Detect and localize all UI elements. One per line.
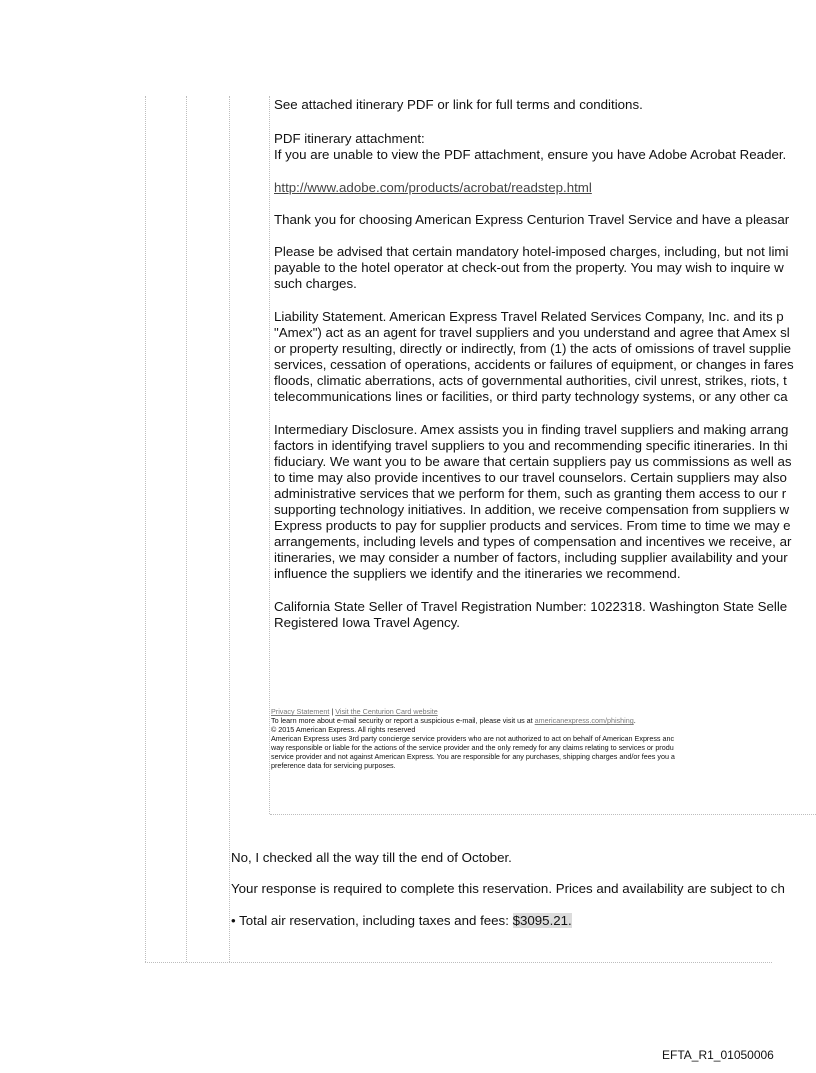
- thread-border-outer: [145, 96, 146, 962]
- liability-line: or property resulting, directly or indirectly, from (1) the acts of omissions of travel supplie: [274, 341, 792, 356]
- footer-concierge-line: way responsible or liable for the actions of the service provider and the only remedy for any claims relating to services or produ: [271, 743, 674, 752]
- total-air-reservation: [231, 913, 572, 929]
- intermediary-line: to time may also provide incentives to our travel counselors. Certain suppliers may also: [274, 470, 787, 485]
- privacy-statement-link[interactable]: Privacy Statement: [271, 707, 330, 716]
- adobe-link-line: [274, 180, 592, 196]
- quote-bottom-border: [270, 814, 816, 815]
- hotel-charges-line: such charges.: [274, 276, 357, 291]
- thread-bottom-border: [145, 962, 772, 963]
- footer-security-text: To learn more about e-mail security or report a suspicious e-mail, please visit us at: [271, 716, 535, 725]
- pdf-attachment-heading: PDF itinerary attachment:: [274, 131, 425, 146]
- thank-you-text: Thank you for choosing American Express Centurion Travel Service and have a pleasar: [274, 212, 790, 227]
- adobe-reader-link[interactable]: http://www.adobe.com/products/acrobat/readstep.html: [274, 180, 592, 195]
- footer-concierge-line: American Express uses 3rd party concierge service providers who are not authorized to act on behalf of American Express anc: [271, 734, 675, 743]
- liability-line: "Amex") act as an agent for travel suppliers and you understand and agree that Amex sl: [274, 325, 790, 340]
- hotel-charges-line: Please be advised that certain mandatory hotel-imposed charges, including, but not limi: [274, 244, 789, 259]
- intermediary-line: Intermediary Disclosure. Amex assists you in finding travel suppliers and making arrang: [274, 422, 789, 437]
- thread-border-inner-2: [229, 96, 230, 962]
- liability-line: Liability Statement. American Express Travel Related Services Company, Inc. and its p: [274, 309, 784, 324]
- reply-checked-text: No, I checked all the way till the end of October.: [231, 850, 512, 865]
- intermediary-line: Express products to pay for supplier products and services. From time to time we may e: [274, 518, 791, 533]
- liability-line: telecommunications lines or facilities, or third party technology systems, or any other ca: [274, 389, 788, 404]
- intermediary-line: itineraries, we may consider a number of factors, including supplier availability and your: [274, 550, 788, 565]
- reply-response-required: Your response is required to complete this reservation. Prices and availability are subject to ch: [231, 881, 785, 896]
- intermediary-line: fiduciary. We want you to be aware that certain suppliers pay us commissions as well as: [274, 454, 792, 469]
- intermediary-line: arrangements, including levels and types of compensation and incentives we receive, ar: [274, 534, 792, 549]
- liability-line: floods, climatic aberrations, acts of governmental authorities, civil unrest, strikes, riots, t: [274, 373, 787, 388]
- footer-period: .: [633, 716, 636, 725]
- centurion-website-link[interactable]: Visit the Centurion Card website: [335, 707, 438, 716]
- thread-border-inner-1: [186, 96, 187, 962]
- intermediary-line: factors in identifying travel suppliers to you and recommending specific itineraries. In thi: [274, 438, 788, 453]
- california-line: California State Seller of Travel Registration Number: 1022318. Washington State Selle: [274, 599, 788, 614]
- footer-separator: |: [329, 707, 336, 716]
- quote-border: [269, 96, 270, 814]
- footer-concierge-line: service provider and not against American Express. You are responsible for any purchases, shipping charges and/or fees you a: [271, 752, 675, 761]
- intermediary-line: influence the suppliers we identify and the itineraries we recommend.: [274, 566, 681, 581]
- footer-copyright: © 2015 American Express. All rights reserved: [271, 725, 416, 734]
- california-line: Registered Iowa Travel Agency.: [274, 615, 461, 630]
- see-attached-text: See attached itinerary PDF or link for full terms and conditions.: [274, 97, 643, 112]
- pdf-attachment-note: If you are unable to view the PDF attachment, ensure you have Adobe Acrobat Reader.: [274, 147, 787, 162]
- liability-line: services, cessation of operations, accidents or failures of equipment, or changes in fares: [274, 357, 794, 372]
- footer-concierge-line: preference data for servicing purposes.: [271, 761, 396, 770]
- document-id: EFTA_R1_01050006: [662, 1048, 774, 1062]
- total-label: Total air reservation, including taxes and fees:: [235, 913, 513, 928]
- bullet: •: [231, 913, 236, 928]
- hotel-charges-line: payable to the hotel operator at check-out from the property. You may wish to inquire w: [274, 260, 784, 275]
- phishing-link[interactable]: americanexpress.com/phishing: [534, 716, 634, 725]
- intermediary-line: administrative services that we perform for them, such as granting them access to our r: [274, 486, 787, 501]
- intermediary-line: supporting technology initiatives. In addition, we receive compensation from suppliers w: [274, 502, 790, 517]
- total-amount: $3095.21.: [512, 913, 572, 928]
